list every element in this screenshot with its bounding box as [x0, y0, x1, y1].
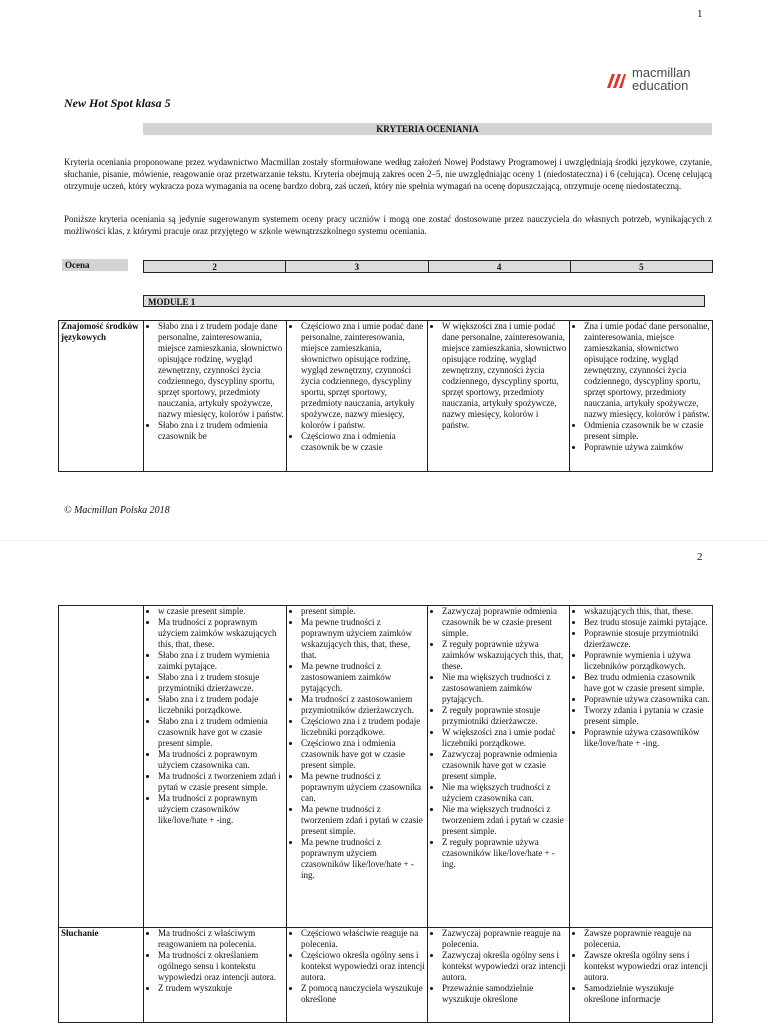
copyright: © Macmillan Polska 2018 [64, 505, 170, 516]
criteria-item: • Ma pewne trudności z poprawnym użyciem czasowników like/love/hate + -ing. [301, 837, 425, 881]
criteria-item: • Zna i umie podać dane personalne, zainteresowania, miejsce zamieszkania, słownictwo opisujące rodzinę, wygląd zewnętrzny, czynności życia codziennego, dyscypliny sportu, sprzęt sportowy, przedmioty nauczania, artykuły spożywcze, nazwy miesięcy, kolorów i państw. [584, 321, 710, 420]
grade-4: 4 [428, 261, 570, 273]
criteria-list [146, 606, 284, 826]
criteria-list [430, 606, 567, 870]
criteria-item: • Ma pewne trudności z tworzeniem zdań i pytań w czasie present simple. [301, 804, 425, 837]
criteria-item: • Ma trudności z tworzeniem zdań i pytań w czasie present simple. [158, 771, 284, 793]
criteria-item: • wskazujących this, that, these. [584, 606, 710, 617]
criteria-item: • Ma trudności z poprawnym użyciem czasownika can. [158, 749, 284, 771]
listening-grade-3 [287, 928, 428, 1023]
listening-grade-2 [144, 928, 287, 1023]
criteria-item: • Samodzielnie wyszukuje określone informacje [584, 983, 710, 1005]
criteria-item: • Częściowo zna i odmienia czasownik be w czasie [301, 431, 425, 453]
grade-label: Ocena [62, 259, 128, 271]
criteria-list [430, 321, 567, 431]
section-heading: KRYTERIA OCENIANIA [143, 123, 712, 135]
criteria-list [572, 606, 710, 749]
criteria-item: • Odmienia czasownik be w czasie present simple. [584, 420, 710, 442]
criteria-item: • W większości zna i umie podać dane personalne, zainteresowania, miejsce zamieszkania, słownictwo opisujące rodzinę, wygląd zewnętrzny, czynności życia codziennego, dyscypliny sportu, sprzęt sportowy, przedmioty nauczania, artykuły spożywcze, nazwy miesięcy, kolorów i państw. [442, 321, 567, 431]
grade-3-cell [287, 321, 428, 472]
criteria-item: • Poprawnie wymienia i używa liczebników porządkowych. [584, 650, 710, 672]
criteria-list [289, 606, 425, 881]
grade-3-cell [287, 606, 428, 928]
logo-line-1: macmillan [632, 65, 691, 80]
criteria-item: • Słabo zna i z trudem wymienia zaimki pytające. [158, 650, 284, 672]
document-title: New Hot Spot klasa 5 [64, 96, 171, 110]
page-number-2: 2 [697, 551, 703, 563]
criteria-item: • Słabo zna i z trudem stosuje przymiotniki dzierżawcze. [158, 672, 284, 694]
criteria-item: • Bez trudu odmienia czasownik have got w czasie present simple. [584, 672, 710, 694]
grade-4-cell [428, 606, 570, 928]
criteria-item: • Słabo zna i z trudem podaje dane personalne, zainteresowania, miejsce zamieszkania, słownictwo opisujące rodzinę, wygląd zewnętrzny, czynności życia codziennego, dyscypliny sportu, sprzęt sportowy, przedmioty nauczania, artykuły spożywcze, nazwy miesięcy, kolorów i państw. [158, 321, 284, 420]
criteria-item: • Częściowo określa ogólny sens i kontekst wypowiedzi oraz intencji autora. [301, 950, 425, 983]
criteria-item: • Ma trudności z poprawnym użyciem czasowników like/love/hate + -ing. [158, 793, 284, 826]
grade-2: 2 [144, 261, 286, 273]
criteria-item: • Ma trudności z zastosowaniem przymiotników dzierżawczych. [301, 694, 425, 716]
criteria-item: • Ma trudności z właściwym reagowaniem na polecenia. [158, 928, 284, 950]
criteria-item: • Z reguły poprawnie używa zaimków wskazujących this, that, these. [442, 639, 567, 672]
criteria-item: • Bez trudu stosuje zaimki pytające. [584, 617, 710, 628]
grade-4-cell [428, 321, 570, 472]
criteria-item: • W większości zna i umie podać liczebniki porządkowe. [442, 727, 567, 749]
listening-grade-4 [428, 928, 570, 1023]
criteria-item: • Ma pewne trudności z zastosowaniem zaimków pytających. [301, 661, 425, 694]
criteria-list [289, 928, 425, 1005]
criteria-item: • Zazwyczaj poprawnie odmienia czasownik have got w czasie present simple. [442, 749, 567, 782]
criteria-item: • Częściowo zna i umie podać dane personalne, zainteresowania, miejsce zamieszkania, słownictwo opisujące rodzinę, wygląd zewnętrzny, czynności życia codziennego, dyscypliny sportu, sprzęt sportowy, przedmioty nauczania, artykuły spożywcze, nazwy miesięcy, kolorów i państw. [301, 321, 425, 431]
criteria-item: • Ma pewne trudności z poprawnym użyciem zaimków wskazujących this, that, these, that. [301, 617, 425, 661]
criteria-item: • Z trudem wyszukuje [158, 983, 284, 994]
grade-3: 3 [286, 261, 428, 273]
row-label-listening: Słuchanie [59, 928, 144, 1023]
criteria-item: • Ma pewne trudności z poprawnym użyciem czasownika can. [301, 771, 425, 804]
criteria-item: • Poprawnie stosuje przymiotniki dzierżawcze. [584, 628, 710, 650]
publisher-logo [605, 66, 691, 92]
logo-line-2: education [632, 78, 689, 93]
page-divider [0, 540, 768, 541]
second-paragraph: Poniższe kryteria oceniania są jedynie sugerowanym systemem oceny pracy uczniów i mogą one zostać dostosowane przez nauczyciela do własnych potrzeb, wynikających z możliwości klas, z którymi pracuje oraz przyjętego w szkole wewnątrzszkolnego systemu oceniania. [64, 214, 712, 236]
criteria-item: • Zazwyczaj poprawnie odmienia czasownik be w czasie present simple. [442, 606, 567, 639]
criteria-item: • Z reguły poprawnie stosuje przymiotniki dzierżawcze. [442, 705, 567, 727]
page-number: 1 [697, 8, 703, 20]
criteria-item: • Słabo zna i z trudem podaje liczebniki porządkowe. [158, 694, 284, 716]
criteria-item: • Poprawnie używa zaimków [584, 442, 710, 453]
criteria-item: • Przeważnie samodzielnie wyszukuje określone [442, 983, 567, 1005]
criteria-item: • Ma trudności z określaniem ogólnego sensu i kontekstu wypowiedzi oraz intencji autora. [158, 950, 284, 983]
row-label-vocabulary: Znajomość środków językowych [59, 321, 144, 472]
grade-2-cell [144, 606, 287, 928]
criteria-item: • Częściowo właściwie reaguje na polecenia. [301, 928, 425, 950]
row-label-empty [59, 606, 144, 928]
criteria-list [572, 928, 710, 1005]
criteria-item: • Tworzy zdania i pytania w czasie present simple. [584, 705, 710, 727]
criteria-item: • Ma trudności z poprawnym użyciem zaimków wskazujących this, that, these. [158, 617, 284, 650]
criteria-item: • Zawsze poprawnie reaguje na polecenia. [584, 928, 710, 950]
criteria-item: • Zazwyczaj poprawnie reaguje na polecenia. [442, 928, 567, 950]
grade-5-cell [570, 606, 713, 928]
criteria-list [572, 321, 710, 453]
criteria-list [289, 321, 425, 453]
criteria-table-page2 [58, 605, 713, 1023]
intro-paragraph: Kryteria oceniania proponowane przez wydawnictwo Macmillan zostały sformułowane według założeń Nowej Podstawy Programowej i uwzględniają środki językowe, czytanie, słuchanie, pisanie, mówienie, reagowanie oraz przetwarzanie tekstu. Kryteria obejmują zakres ocen 2–5, nie uwzględniając oceny 1 (niedostateczna) i 6 (celująca). Ocenę celującą otrzymuje uczeń, który wykracza poza wymagania na ocenę bardzo dobrą, zaś uczeń, który nie spełnia wymagań na ocenę dopuszczającą, otrzymuje ocenę niedostateczną. [64, 157, 712, 191]
criteria-list [146, 928, 284, 994]
criteria-item: • Nie ma większych trudności z tworzeniem zdań i pytań w czasie present simple. [442, 804, 567, 837]
criteria-item: • Nie ma większych trudności z użyciem czasownika can. [442, 782, 567, 804]
grade-header-table [143, 260, 713, 273]
criteria-item: • Z pomocą nauczyciela wyszukuje określone [301, 983, 425, 1005]
macmillan-logo-icon [605, 68, 627, 90]
criteria-item: • w czasie present simple. [158, 606, 284, 617]
grade-2-cell [144, 321, 287, 472]
criteria-item: • Poprawnie używa czasownika can. [584, 694, 710, 705]
criteria-item: • Nie ma większych trudności z zastosowaniem zaimków pytających. [442, 672, 567, 705]
criteria-item: • Słabo zna i z trudem odmienia czasownik have got w czasie present simple. [158, 716, 284, 749]
grade-5-cell [570, 321, 713, 472]
criteria-list [146, 321, 284, 442]
criteria-table-page1 [58, 320, 713, 472]
criteria-item: • Poprawnie używa czasowników like/love/hate + -ing. [584, 727, 710, 749]
criteria-list [430, 928, 567, 1005]
listening-grade-5 [570, 928, 713, 1023]
module-header: MODULE 1 [143, 295, 705, 307]
criteria-item: • present simple. [301, 606, 425, 617]
criteria-item: • Z reguły poprawnie używa czasowników like/love/hate + -ing. [442, 837, 567, 870]
criteria-item: • Częściowo zna i odmienia czasownik have got w czasie present simple. [301, 738, 425, 771]
grade-5: 5 [570, 261, 712, 273]
criteria-item: • Słabo zna i z trudem odmienia czasownik be [158, 420, 284, 442]
criteria-item: • Zazwyczaj określa ogólny sens i kontekst wypowiedzi oraz intencji autora. [442, 950, 567, 983]
criteria-item: • Częściowo zna i z trudem podaje liczebniki porządkowe. [301, 716, 425, 738]
criteria-item: • Zawsze określa ogólny sens i kontekst wypowiedzi oraz intencji autora. [584, 950, 710, 983]
